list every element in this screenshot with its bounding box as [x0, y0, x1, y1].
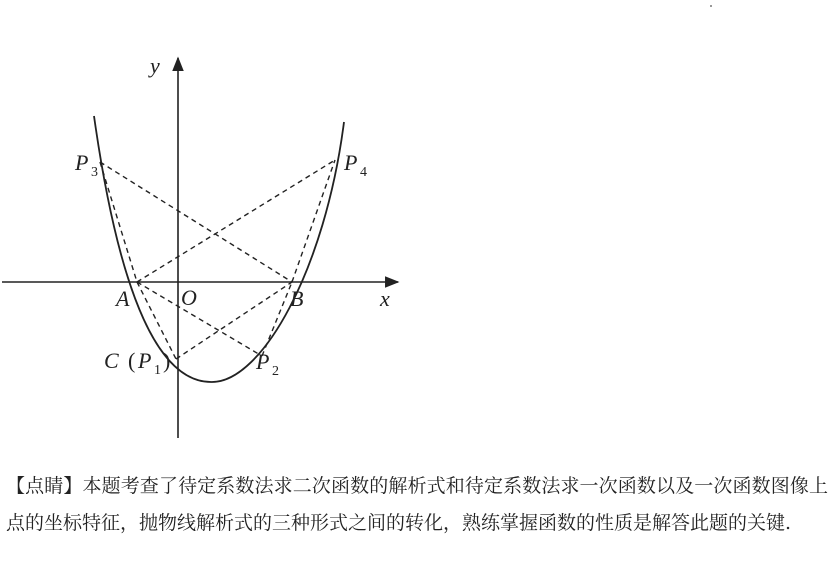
svg-text:2: 2 — [272, 364, 279, 379]
point-a-label: A — [116, 286, 130, 311]
y-axis-label: y — [150, 53, 160, 78]
point-c-p1-label — [104, 348, 170, 378]
svg-text:): ) — [163, 348, 171, 373]
solution-comment: 【点睛】本题考查了待定系数法求二次函数的解析式和待定系数法求一次函数以及一次函数图像上点的坐标特征，抛物线解析式的三种形式之间的转化，熟练掌握函数的性质是解答此题的关键. — [6, 475, 828, 534]
segment-b-p4 — [292, 160, 335, 282]
point-b-label: B — [290, 286, 304, 311]
svg-text:C: C — [104, 348, 119, 373]
point-p4-label — [343, 150, 367, 180]
svg-text:P: P — [75, 150, 89, 175]
x-axis-label: x — [380, 286, 390, 311]
point-p2-label — [255, 349, 279, 379]
segment-p3-b — [100, 162, 292, 282]
svg-text:(: ( — [128, 348, 136, 373]
point-p3-label — [74, 150, 98, 180]
svg-text:P: P — [344, 150, 358, 175]
svg-text:P: P — [138, 348, 152, 373]
segment-a-p2 — [137, 282, 262, 356]
origin-label: O — [181, 285, 197, 310]
svg-text:1: 1 — [154, 363, 161, 378]
segment-p2-b — [262, 282, 292, 356]
svg-text:4: 4 — [360, 165, 367, 180]
parabola-curve — [94, 116, 344, 382]
dashed-lines — [100, 160, 335, 359]
svg-text:P: P — [256, 349, 270, 374]
svg-text:3: 3 — [91, 165, 98, 180]
segment-a-p4 — [137, 160, 335, 282]
segment-p3-a — [100, 162, 137, 282]
